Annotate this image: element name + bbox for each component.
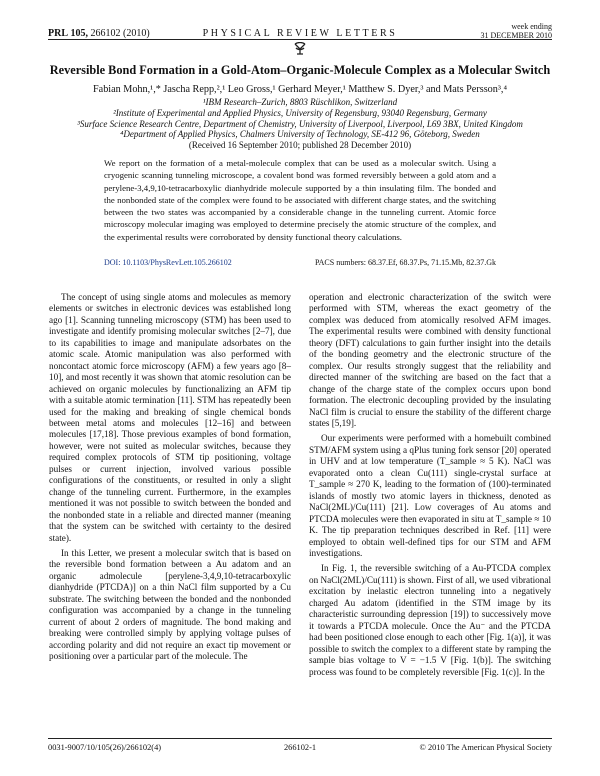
affiliation: ¹IBM Research–Zurich, 8803 Rüschlikon, Switzerland xyxy=(202,97,398,107)
week-ending xyxy=(480,22,552,40)
affiliation: ²Institute of Experimental and Applied Physics, University of Regensburg, 93040 Regensburg, Germany xyxy=(113,107,487,118)
doi-link[interactable]: DOI: 10.1103/PhysRevLett.105.266102 xyxy=(104,258,232,267)
header-rule xyxy=(48,39,552,40)
footer-issn: 0031-9007/10/105(26)/266102(4) xyxy=(48,743,162,752)
body-paragraph: In this Letter, we present a molecular switch that is based on the reversible bond formation between a Au adatom and an organic admolecule [perylene-3,4,9,10-tetracarboxylic dianhydride (PTCDA)] on a thin NaCl film supported by a Cu substrate. The switching between the bonded and the nonbonded configuration was accompanied by a change in the tunneling current of about 2 orders of magnitude. The bond making and breaking were controlled simply by applying voltage pulses of according polarity and did not require an exact tip movement or positioning over a particular part of the molecule. The xyxy=(49,547,291,662)
body-paragraph: operation and electronic characterization of the switch were performed with STM, whereas the exact geometry of the complex was deduced from atomically resolved AFM images. The experimental results were combined with density functional theory (DFT) calculations to gain further insight into the details of the bonding geometry and the electronic structure of the complex. Our results strongly suggest that the reliability and directed manner of the switching are based on the fact that a change of the charge state of the complex occurs upon bond formation. The electronic decoupling provided by the insulating NaCl film is crucial to ensure the stability of the different charge states [5,19]. xyxy=(309,292,551,428)
body-paragraph: Our experiments were performed with a homebuilt combined STM/AFM system using a qPlus tuning fork sensor [20] operated in UHV and at low temperature (T_sample ≈ 5 K). NaCl was evaporated onto a clean Cu(111) single-crystal surface at T_sample ≈ 270 K, leading to the formation of (100)-terminated islands of mostly two atomic layers in thickness, denoted as NaCl(2ML)/Cu(111) [21]. Low coverages of Au atoms and PTCDA molecules were then evaporated in situ at T_sample ≈ 10 K. The tip preparation techniques described in Ref. [11] were employed to obtain well-defined tips for our STM and AFM investigations. xyxy=(309,433,551,558)
footer-copyright: © 2010 The American Physical Society xyxy=(419,743,552,752)
body-paragraph: In Fig. 1, the reversible switching of a Au-PTCDA complex on NaCl(2ML)/Cu(111) is shown. First of all, we used vibrational excitation by inelastic electron tunneling into a negatively charged Au adatom (identified in the STM image by its characteristic surrounding depression [19]) to successively move it towards a PTCDA molecule. Once the Au⁻ and the PTCDA had been positioned close enough to each other [Fig. 1(a)], it was possible to switch the complex to a different state by ramping the sample bias voltage to V = −1.5 V [Fig. 1(b)]. The switching process was found to be completely reversible [Fig. 1(c)]. In the xyxy=(309,563,551,677)
journal-title: PHYSICAL REVIEW LETTERS xyxy=(202,28,398,39)
received-dates: (Received 16 September 2010; published 28 December 2010) xyxy=(188,140,412,151)
footer-page-number: 266102-1 xyxy=(283,743,317,752)
week-label: week ending xyxy=(511,22,552,31)
body-paragraph: The concept of using single atoms and molecules as memory elements or switches in electronic devices was established long ago [1]. Scanning tunneling microscopy (STM) has been used to investigate and identify promising molecular switches [2–7], due to its capabilities to image and manipulate adsorbates on the atomic scale. Atomic manipulation was also performed with noncontact atomic force microscopy (AFM) a few years ago [8–10], and most recently it was shown that atomic resolution can be achieved on organic molecules by functionalizing an AFM tip with a suitable atomic termination [11]. STM has repeatedly been used for the making and breaking of single chemical bonds between metal atoms and molecules [12–16] and between molecules [17,18]. Those previous examples of bond formation, however, were not suited as molecular switches, because they required complex protocols of STM tip positioning, voltage pulses or current injection, involved various possible configurations of the constituents, or resulted in only a slight change of the tunneling current. Furthermore, in the examples mentioned it was not possible to switch between the bonded and the nonbonded state in a reliable and directed manner (meaning that the system can be switched with certainty to the desired state). xyxy=(49,292,291,543)
left-column xyxy=(49,292,291,663)
right-column xyxy=(309,292,551,678)
author-list: Fabian Mohn,¹,* Jascha Repp,²,¹ Leo Gross,¹ Gerhard Meyer,¹ Matthew S. Dyer,³ and Mats Persson³,⁴ xyxy=(93,84,507,95)
affiliations xyxy=(40,97,560,151)
footer-rule xyxy=(48,738,552,739)
affiliation: ³Surface Science Research Centre, Department of Chemistry, University of Liverpool, Liverpool, L69 3BX, United Kingdom xyxy=(77,118,523,129)
article-info: 266102 (2010) xyxy=(90,28,150,39)
week-date: 31 DECEMBER 2010 xyxy=(480,31,552,40)
pacs-numbers: PACS numbers: 68.37.Ef, 68.37.Ps, 71.15.Mb, 82.37.Gk xyxy=(314,258,496,267)
abstract: We report on the formation of a metal-molecule complex that can be used as a molecular switch. Using a cryogenic scanning tunneling microscope, a covalent bond was formed reversibly between a gold atom and a perylene-3,4,9,10-tetracarboxylic dianhydride molecule supported by a thin insulating film. The bonded and the nonbonded state of the complex were found to be associated with different charge states, and the switching between the two states was accompanied by a considerable change in the tunneling current. Atomic force microscopy molecular imaging was employed to determine precisely the atomic structure of the complex, and the experimental results were corroborated by density functional theory calculations. xyxy=(104,158,496,242)
volume: 105, xyxy=(70,28,88,39)
affiliation: ⁴Department of Applied Physics, Chalmers University of Technology, SE-412 96, Göteborg, Sweden xyxy=(120,129,480,140)
article-title: Reversible Bond Formation in a Gold-Atom–Organic-Molecule Complex as a Molecular Switch xyxy=(49,63,551,77)
journal-short: PRL xyxy=(48,28,68,39)
journal-logo-icon xyxy=(292,42,308,56)
